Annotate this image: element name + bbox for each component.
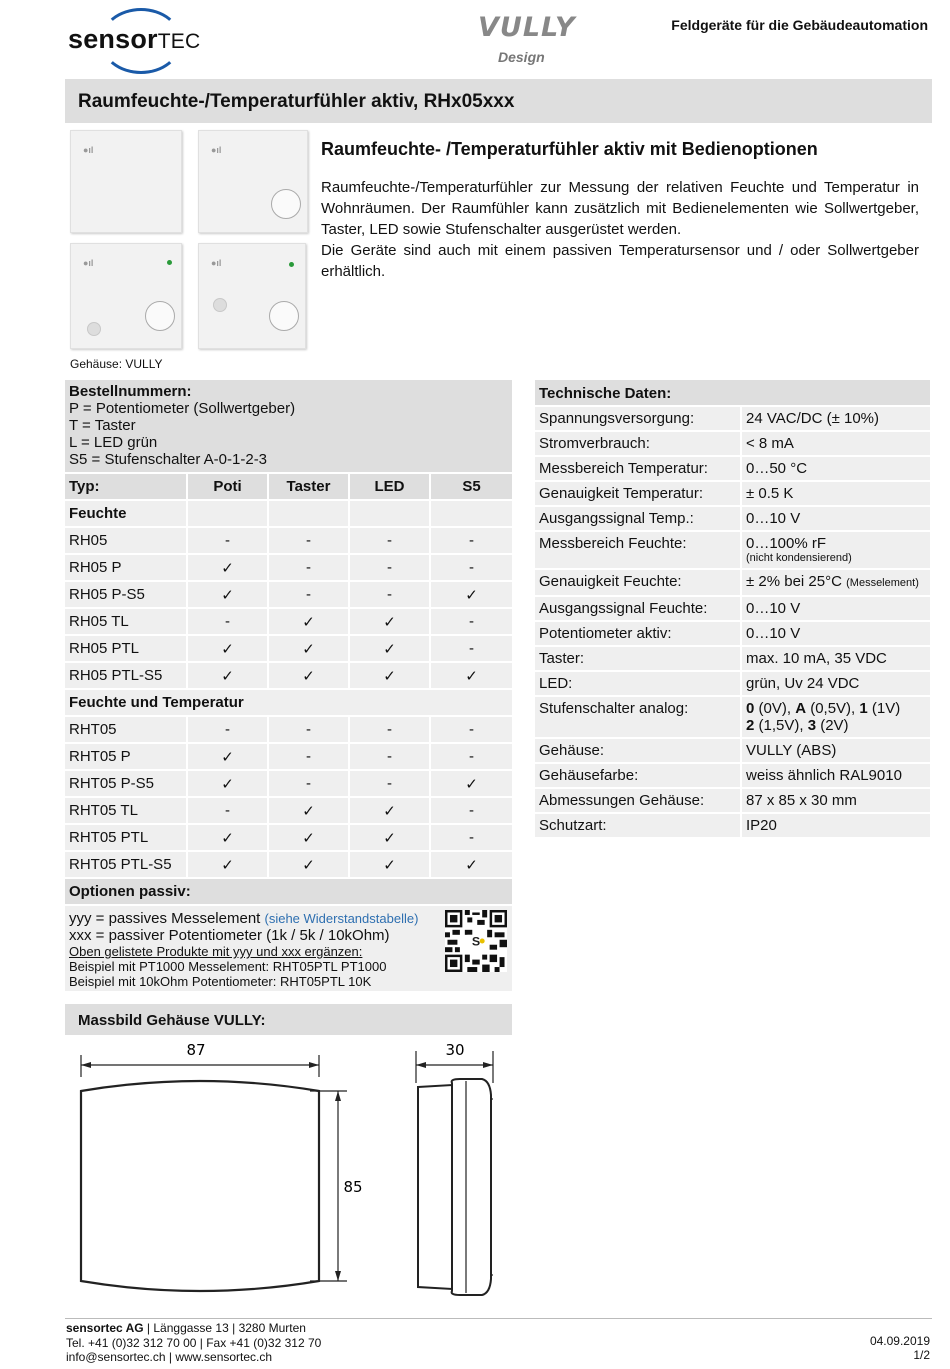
- order-legend: [65, 380, 512, 474]
- tech-row: [535, 432, 930, 457]
- option-cell: ✓: [269, 825, 350, 850]
- type-cell: RHT05 P-S5: [65, 771, 188, 796]
- sensortec-logo: [68, 6, 218, 72]
- option-cell: -: [431, 798, 512, 823]
- legend-item: L = LED grün: [69, 434, 158, 451]
- type-cell: RHT05 PTL-S5: [65, 852, 188, 877]
- product-subheading: Raumfeuchte- /Temperaturfühler aktiv mit Bedienoptionen: [321, 139, 818, 159]
- company-address: | Länggasse 13 | 3280 Murten: [143, 1321, 306, 1335]
- option-cell: ✓: [350, 798, 431, 823]
- option-cell: -: [431, 528, 512, 553]
- tech-value: 24 VAC/DC (± 10%): [742, 407, 930, 430]
- tech-key: Spannungsversorgung:: [535, 407, 742, 430]
- rows-feuchte-temperatur: [65, 717, 512, 879]
- option-cell: -: [350, 528, 431, 553]
- depth-label: 30: [445, 1041, 465, 1059]
- tech-key: Messbereich Feuchte:: [535, 532, 742, 568]
- section-row-feuchte: [65, 501, 512, 528]
- tech-value: ± 2% bei 25°C (Messelement): [742, 570, 930, 595]
- legend-item: S5 = Stufenschalter A-0-1-2-3: [69, 451, 268, 468]
- width-label: 87: [186, 1041, 206, 1059]
- option-cell: ✓: [188, 825, 269, 850]
- type-cell: RH05 PTL-S5: [65, 663, 188, 688]
- option-cell: -: [269, 528, 350, 553]
- table-row: [65, 636, 512, 663]
- footer-divider: [65, 1318, 932, 1319]
- potentiometer-knob-icon: [271, 189, 301, 219]
- tech-value: weiss ähnlich RAL9010: [742, 764, 930, 787]
- tech-key: LED:: [535, 672, 742, 695]
- section-row-feuchte-temperatur: [65, 690, 512, 717]
- option-cell: ✓: [350, 636, 431, 661]
- option-cell: -: [350, 582, 431, 607]
- type-cell: RH05 P: [65, 555, 188, 580]
- type-cell: RHT05 PTL: [65, 825, 188, 850]
- tech-key: Messbereich Temperatur:: [535, 457, 742, 480]
- option-cell: ✓: [350, 825, 431, 850]
- option-cell: -: [431, 555, 512, 580]
- vully-design-label: Design: [498, 49, 545, 65]
- rows-feuchte: [65, 528, 512, 690]
- qr-dot-icon: [480, 939, 485, 944]
- tech-key: Abmessungen Gehäuse:: [535, 789, 742, 812]
- option-cell: ✓: [269, 798, 350, 823]
- table-row: [65, 555, 512, 582]
- option-cell: -: [269, 717, 350, 742]
- description-paragraph-1: Raumfeuchte-/Temperaturfühler zur Messung der relativen Feuchte und Temperatur in Wohnräumen. Der Raumfühler kann zusätzlich mit Bedienelementen wie Sollwertgeber, Taster, LED sowie Stufenschalter ausgerüstet werden.: [321, 179, 919, 238]
- option-cell: -: [188, 798, 269, 823]
- push-button-icon: [213, 298, 227, 312]
- tech-value: 0…10 V: [742, 597, 930, 620]
- footer-meta: [870, 1334, 930, 1362]
- column-header: LED: [350, 474, 431, 499]
- legend-item: T = Taster: [69, 417, 136, 434]
- option-cell: -: [269, 744, 350, 769]
- device-logo-icon: ●ıl: [211, 258, 222, 268]
- tech-row: [535, 697, 930, 739]
- option-cell: -: [431, 609, 512, 634]
- tech-key: Stufenschalter analog:: [535, 697, 742, 737]
- potentiometer-knob-icon: [269, 301, 299, 331]
- option-cell: -: [350, 555, 431, 580]
- option-cell: ✓: [350, 609, 431, 634]
- order-numbers-table: [65, 380, 512, 991]
- table-row: [65, 717, 512, 744]
- type-cell: RH05 TL: [65, 609, 188, 634]
- type-cell: RHT05 TL: [65, 798, 188, 823]
- push-button-icon: [87, 322, 101, 336]
- legend-item: P = Potentiometer (Sollwertgeber): [69, 400, 296, 417]
- page-number: 1/2: [913, 1348, 930, 1362]
- option-cell: -: [188, 717, 269, 742]
- tech-row: [535, 597, 930, 622]
- tech-row: [535, 789, 930, 814]
- option-cell: ✓: [188, 636, 269, 661]
- option-cell: -: [188, 528, 269, 553]
- option-cell: ✓: [350, 663, 431, 688]
- table-row: [65, 825, 512, 852]
- height-label: 85: [343, 1178, 363, 1196]
- led-icon: [167, 260, 172, 265]
- company-web[interactable]: info@sensortec.ch | www.sensortec.ch: [66, 1350, 273, 1364]
- option-cell: ✓: [188, 663, 269, 688]
- option-example-1: Beispiel mit PT1000 Messelement: RHT05PTL PT1000: [69, 959, 387, 974]
- tech-row: [535, 647, 930, 672]
- tech-value: VULLY (ABS): [742, 739, 930, 762]
- tech-row: [535, 622, 930, 647]
- tech-value: max. 10 mA, 35 VDC: [742, 647, 930, 670]
- technical-data-rows: [535, 407, 930, 839]
- housing-front-outline: [81, 1081, 319, 1291]
- option-cell: ✓: [269, 852, 350, 877]
- option-cell: ✓: [188, 852, 269, 877]
- table-row: [65, 798, 512, 825]
- option-cell: -: [350, 744, 431, 769]
- table-row: [65, 609, 512, 636]
- tech-key: Ausgangssignal Temp.:: [535, 507, 742, 530]
- tech-row: [535, 532, 930, 570]
- tech-key: Gehäusefarbe:: [535, 764, 742, 787]
- device-logo-icon: ●ıl: [83, 258, 94, 268]
- tech-row: [535, 764, 930, 789]
- tech-row: [535, 507, 930, 532]
- qr-code-icon[interactable]: [445, 910, 507, 972]
- resistance-table-link[interactable]: (siehe Widerstandstabelle): [264, 911, 419, 926]
- type-cell: RH05 PTL: [65, 636, 188, 661]
- header-tagline: Feldgeräte für die Gebäudeautomation: [671, 17, 928, 33]
- column-header: Poti: [188, 474, 269, 499]
- footer-contact: [66, 1321, 321, 1365]
- options-body: [65, 906, 512, 991]
- option-cell: ✓: [431, 852, 512, 877]
- section-label: Feuchte: [65, 501, 188, 526]
- option-cell: ✓: [269, 636, 350, 661]
- tech-value: grün, Uv 24 VDC: [742, 672, 930, 695]
- housing-dimension-drawing: [60, 1035, 520, 1305]
- type-cell: RH05 P-S5: [65, 582, 188, 607]
- tech-row: [535, 672, 930, 697]
- column-header: S5: [431, 474, 512, 499]
- tech-row: [535, 739, 930, 764]
- tech-key: Stromverbrauch:: [535, 432, 742, 455]
- tech-key: Gehäuse:: [535, 739, 742, 762]
- option-cell: -: [350, 771, 431, 796]
- device-logo-icon: ●ıl: [83, 145, 94, 155]
- product-photo-ptl-s5: [198, 243, 306, 349]
- tech-key: Potentiometer aktiv:: [535, 622, 742, 645]
- tech-value: IP20: [742, 814, 930, 837]
- tech-row: [535, 457, 930, 482]
- order-title: Bestellnummern:: [69, 383, 192, 400]
- tech-value: 0…10 V: [742, 622, 930, 645]
- led-icon: [289, 262, 294, 267]
- type-cell: RH05: [65, 528, 188, 553]
- table-row: [65, 771, 512, 798]
- logo-main-text: sensor: [68, 24, 158, 54]
- document-date: 04.09.2019: [869, 1334, 930, 1348]
- table-header-row: [65, 474, 512, 501]
- housing-side-base: [418, 1085, 452, 1289]
- type-cell: RHT05: [65, 717, 188, 742]
- option-example-2: Beispiel mit 10kOhm Potentiometer: RHT05PTL 10K: [69, 974, 372, 989]
- vully-brand: VULLY: [478, 12, 576, 43]
- qr-center-label: S: [471, 934, 481, 949]
- tech-key: Ausgangssignal Feuchte:: [535, 597, 742, 620]
- option-xxx: xxx = passiver Potentiometer (1k / 5k / 10kOhm): [69, 927, 390, 944]
- option-cell: -: [431, 825, 512, 850]
- potentiometer-knob-icon: [145, 301, 175, 331]
- table-row: [65, 528, 512, 555]
- option-cell: ✓: [188, 744, 269, 769]
- option-cell: -: [431, 636, 512, 661]
- option-yyy: yyy = passives Messelement: [69, 910, 261, 927]
- tech-value: 0…50 °C: [742, 457, 930, 480]
- option-instruction: Oben gelistete Produkte mit yyy und xxx ergänzen:: [69, 944, 363, 959]
- option-cell: ✓: [431, 663, 512, 688]
- tech-key: Schutzart:: [535, 814, 742, 837]
- drawing-title: Massbild Gehäuse VULLY:: [65, 1004, 512, 1035]
- description-paragraph-2: Die Geräte sind auch mit einem passiven Temperatursensor und / oder Sollwertgeber erhältlich.: [321, 242, 919, 280]
- option-cell: ✓: [188, 771, 269, 796]
- product-photo-plain: [70, 130, 182, 233]
- option-cell: -: [431, 717, 512, 742]
- tech-row: [535, 570, 930, 597]
- option-cell: ✓: [431, 582, 512, 607]
- housing-side-cover: [452, 1079, 491, 1295]
- option-cell: ✓: [188, 582, 269, 607]
- option-cell: -: [350, 717, 431, 742]
- company-phone: Tel. +41 (0)32 312 70 00 | Fax +41 (0)32 312 70: [66, 1335, 322, 1350]
- option-cell: -: [188, 609, 269, 634]
- tech-value: ± 0.5 K: [742, 482, 930, 505]
- tech-value: < 8 mA: [742, 432, 930, 455]
- tech-key: Genauigkeit Temperatur:: [535, 482, 742, 505]
- column-header: Taster: [269, 474, 350, 499]
- option-cell: -: [431, 744, 512, 769]
- option-cell: -: [269, 582, 350, 607]
- option-cell: ✓: [188, 555, 269, 580]
- tech-value: 0…100% rF (nicht kondensierend): [742, 532, 930, 568]
- table-row: [65, 663, 512, 690]
- option-cell: -: [269, 555, 350, 580]
- page-title: Raumfeuchte-/Temperaturfühler aktiv, RHx05xxx: [78, 91, 515, 112]
- technical-data-title: Technische Daten:: [535, 380, 930, 407]
- option-cell: -: [269, 771, 350, 796]
- option-cell: ✓: [350, 852, 431, 877]
- product-description: [321, 177, 919, 282]
- page-title-bar: [65, 79, 932, 123]
- option-cell: ✓: [431, 771, 512, 796]
- tech-row: [535, 407, 930, 432]
- option-cell: ✓: [269, 663, 350, 688]
- option-cell: ✓: [269, 609, 350, 634]
- table-row: [65, 744, 512, 771]
- photo-caption: Gehäuse: VULLY: [70, 357, 163, 371]
- tech-row: [535, 814, 930, 839]
- tech-value: 0 (0V), A (0,5V), 1 (1V) 2 (1,5V), 3 (2V): [742, 697, 930, 737]
- table-row: [65, 852, 512, 879]
- options-title: Optionen passiv:: [65, 879, 512, 906]
- tech-key: Taster:: [535, 647, 742, 670]
- tech-row: [535, 482, 930, 507]
- section-label: Feuchte und Temperatur: [65, 690, 512, 715]
- technical-data-table: [535, 380, 930, 839]
- product-photo-ptl: [70, 243, 182, 349]
- table-row: [65, 582, 512, 609]
- product-photo-poti: [198, 130, 308, 233]
- device-logo-icon: ●ıl: [211, 145, 222, 155]
- company-name: sensortec AG: [66, 1321, 144, 1335]
- type-cell: RHT05 P: [65, 744, 188, 769]
- tech-value: 87 x 85 x 30 mm: [742, 789, 930, 812]
- tech-key: Genauigkeit Feuchte:: [535, 570, 742, 595]
- column-header: Typ:: [65, 474, 188, 499]
- logo-suffix-text: TEC: [157, 30, 201, 53]
- tech-value: 0…10 V: [742, 507, 930, 530]
